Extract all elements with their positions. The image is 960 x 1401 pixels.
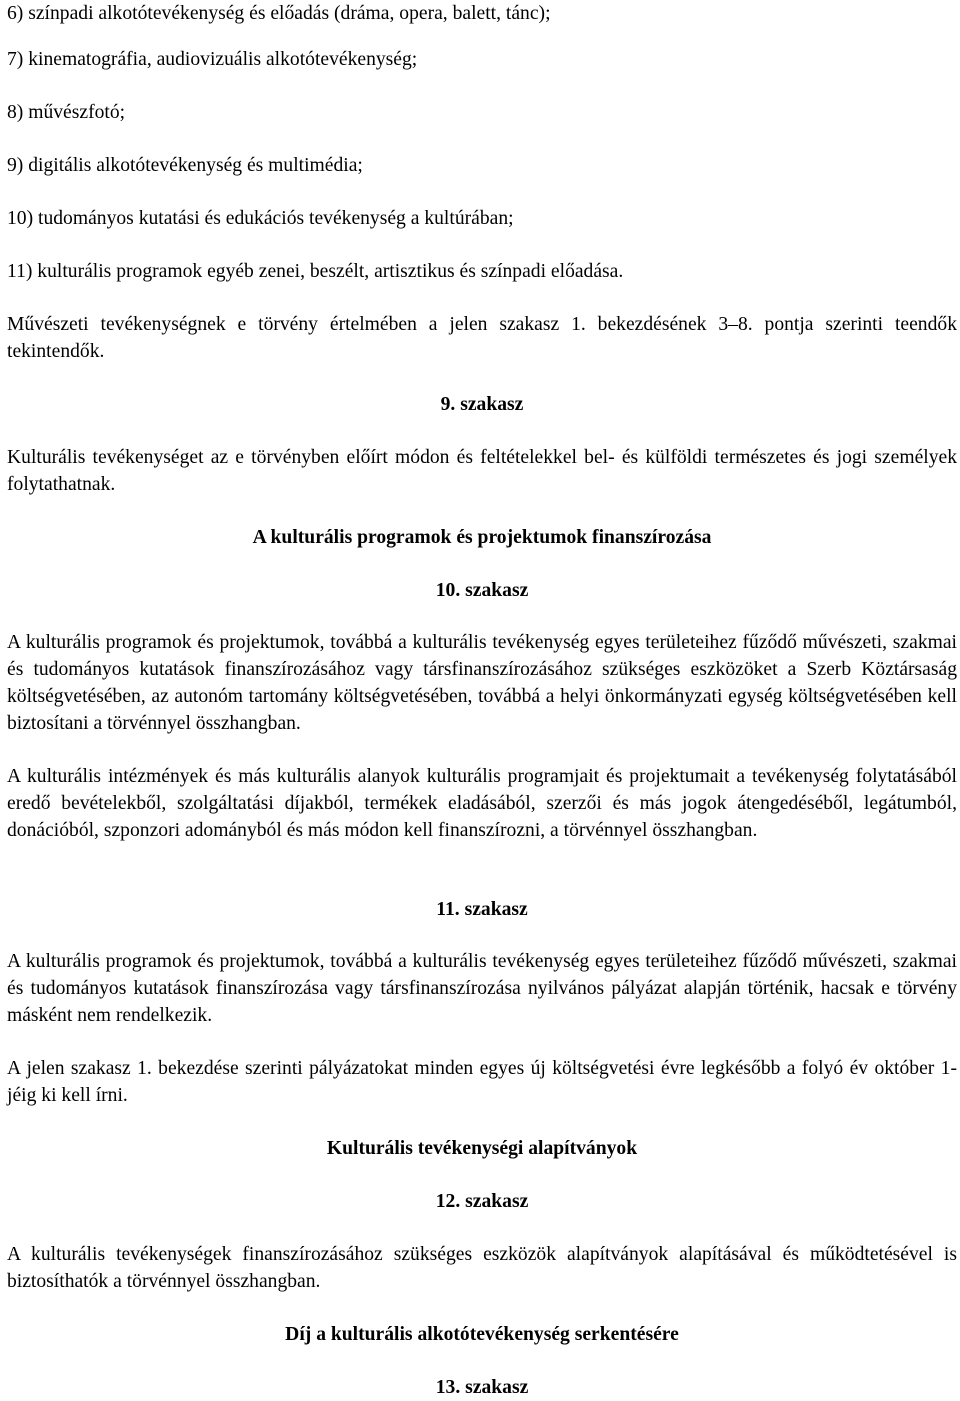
section-12-heading: 12. szakasz	[435, 1191, 529, 1212]
section-11-paragraph-1: A kulturális programok és projektumok, továbbá a kulturális tevékenység egyes területeihez fűződő művészeti, szakmai és tudományos kutatások finanszírozása vagy társfinanszírozása nyilvános pályázat alapján történik, hacsak e törvény másként nem rendelkezik.	[7, 951, 957, 1026]
section-11-heading: 11. szakasz	[436, 899, 528, 920]
section-10-heading: 10. szakasz	[435, 580, 529, 601]
section-10-paragraph-2: A kulturális intézmények és más kulturális alanyok kulturális programjait és projektumait a tevékenység folytatásából eredő bevételekből, szolgáltatási díjakból, termékek eladásából, szerzői és más jogok átengedéséből, legátumból, donációból, szponzori adományból és más módon kell finanszírozni, a törvénnyel összhangban.	[7, 766, 957, 841]
list-item-10: 10) tudományos kutatási és edukációs tevékenység a kultúrában;	[7, 208, 514, 229]
section-9-heading: 9. szakasz	[440, 394, 524, 415]
section-12-text: A kulturális tevékenységek finanszírozásához szükséges eszközök alapítványok alapításával és működtetésével is biztosíthatók a törvénnyel összhangban.	[7, 1244, 957, 1292]
section-10-paragraph-1: A kulturális programok és projektumok, továbbá a kulturális tevékenység egyes területeihez fűződő művészeti, szakmai és tudományos kutatások finanszírozásához vagy társfinanszírozásához szükséges eszközöket a Szerb Köztársaság költségvetésében, az autonóm tartomány költségvetésében, továbbá a helyi önkormányzati egység költségvetésében kell biztosítani a törvénnyel összhangban.	[7, 632, 957, 734]
list-item-11: 11) kulturális programok egyéb zenei, beszélt, artisztikus és színpadi előadása.	[7, 261, 624, 282]
art-activity-paragraph: Művészeti tevékenységnek e törvény értelmében a jelen szakasz 1. bekezdésének 3–8. pontja szerinti teendők tekintendők.	[7, 314, 957, 362]
section-13-heading: 13. szakasz	[435, 1377, 529, 1398]
chapter-prize-heading: Díj a kulturális alkotótevékenység serkentésére	[285, 1324, 679, 1345]
list-item-8: 8) művészfotó;	[7, 102, 126, 123]
chapter-financing-heading: A kulturális programok és projektumok finanszírozása	[252, 527, 712, 548]
section-11-paragraph-2: A jelen szakasz 1. bekezdése szerinti pályázatokat minden egyes új költségvetési évre legkésőbb a folyó év október 1-jéig ki kell írni.	[7, 1058, 957, 1106]
section-9-text: Kulturális tevékenységet az e törvényben előírt módon és feltételekkel bel- és külföldi természetes és jogi személyek folytathatnak.	[7, 447, 957, 495]
chapter-foundations-heading: Kulturális tevékenységi alapítványok	[326, 1138, 638, 1159]
list-item-6: 6) színpadi alkotótevékenység és előadás (dráma, opera, balett, tánc);	[7, 3, 551, 24]
list-item-7: 7) kinematográfia, audiovizuális alkotótevékenység;	[7, 49, 418, 70]
list-item-9: 9) digitális alkotótevékenység és multimédia;	[7, 155, 363, 176]
